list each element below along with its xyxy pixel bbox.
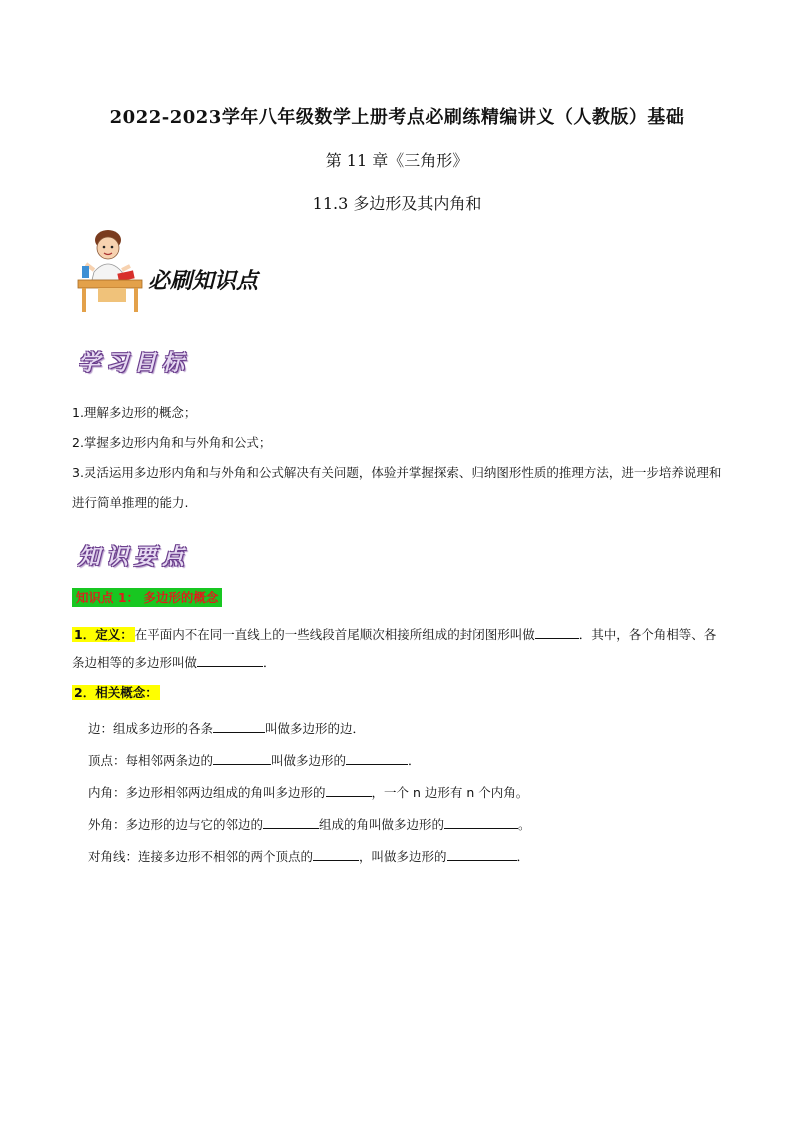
- student-at-desk-icon: [72, 226, 152, 316]
- related-concepts-heading: [72, 683, 160, 701]
- answer-blank[interactable]: [444, 815, 518, 829]
- knowledge-points-heading: 知识要点: [78, 544, 191, 570]
- concept-text: 叫做多边形的边．: [265, 721, 366, 736]
- section-title: 11.3 多边形及其内角和: [312, 194, 482, 213]
- concept-item: [88, 745, 728, 777]
- concept-text: 叫做多边形的: [271, 753, 347, 768]
- definition-text-b: ．其中，各个角相等、各条边相等的多边形叫做: [72, 627, 717, 670]
- learning-goals-heading: 学习目标: [78, 350, 191, 376]
- knowledge-point-tag: 知识点 1： 多边形的概念: [72, 588, 222, 607]
- knowledge-banner: [72, 226, 372, 316]
- concept-text: 顶点：每相邻两条边的: [88, 753, 214, 768]
- related-label: 2．相关概念：: [74, 685, 158, 700]
- answer-blank[interactable]: [213, 751, 271, 765]
- goal-item: 3.灵活运用多边形内角和与外角和公式解决有关问题，体验并掌握探索、归纳图形性质的推理方法，进一步培养说理和进行简单推理的能力.: [72, 465, 722, 510]
- concept-item: [88, 713, 728, 745]
- definition-text-a: 在平面内不在同一直线上的一些线段首尾顺次相接所组成的封闭图形叫做: [134, 627, 535, 642]
- concept-text: 外角：多边形的边与它的邻边的: [88, 817, 264, 832]
- concept-item: [88, 809, 728, 841]
- document-title: 2022-2023学年八年级数学上册考点必刷练精编讲义（人教版）基础: [109, 107, 685, 128]
- answer-blank[interactable]: [346, 751, 408, 765]
- learning-goals-list: [72, 398, 722, 518]
- concept-text: 。: [518, 817, 531, 832]
- concept-text: 内角：多边形相邻两边组成的角叫多边形的: [88, 785, 326, 800]
- answer-blank[interactable]: [447, 847, 517, 861]
- answer-blank[interactable]: [263, 815, 319, 829]
- answer-blank[interactable]: [213, 719, 265, 733]
- concept-text: 组成的角叫做多边形的: [319, 817, 445, 832]
- answer-blank[interactable]: [313, 847, 359, 861]
- concept-text: 对角线：连接多边形不相邻的两个顶点的: [88, 849, 314, 864]
- definition-label: 1．定义：: [74, 627, 133, 642]
- answer-blank[interactable]: [197, 653, 263, 667]
- answer-blank[interactable]: [326, 783, 372, 797]
- goal-item: 2.掌握多边形内角和与外角和公式；: [72, 435, 272, 450]
- banner-label: 必刷知识点: [148, 268, 259, 294]
- answer-blank[interactable]: [535, 625, 579, 639]
- concept-item: [88, 841, 728, 873]
- chapter-title: 第 11 章《三角形》: [325, 151, 469, 170]
- definition-text-c: ．: [263, 655, 276, 670]
- related-concepts-list: [88, 713, 728, 873]
- concept-text: 边：组成多边形的各条: [88, 721, 214, 736]
- concept-text: ．: [516, 849, 530, 864]
- concept-text: ．: [408, 753, 421, 768]
- concept-text: ，一个 n 边形有 n 个内角。: [371, 785, 529, 800]
- goal-item: 1.理解多边形的概念；: [72, 405, 197, 420]
- concept-text: ，叫做多边形的: [359, 849, 447, 864]
- definition-paragraph: [72, 621, 724, 677]
- concept-item: [88, 777, 728, 809]
